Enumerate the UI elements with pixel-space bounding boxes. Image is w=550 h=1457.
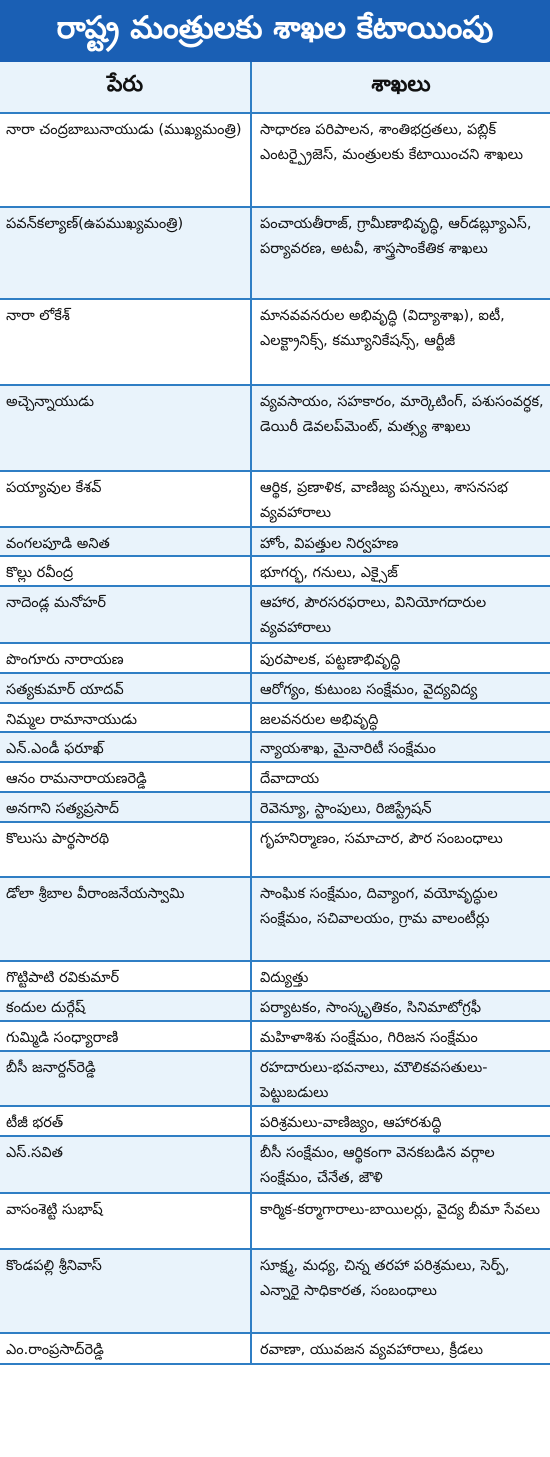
table-row xyxy=(0,1334,550,1365)
minister-name: కందుల దుర్గేష్ xyxy=(0,992,252,1020)
table-row xyxy=(0,962,550,992)
portfolio-cell: మానవవనరుల అభివృద్ధి (విద్యాశాఖ), ఐటీ, ఎలక్ట్రానిక్స్, కమ్యూనికేషన్స్, ఆర్టీజీ xyxy=(260,308,505,349)
portfolio-cell: ఆరోగ్యం, కుటుంబ సంక్షేమం, వైద్యవిద్య xyxy=(260,682,478,698)
minister-name: ఎస్.సవిత xyxy=(0,1137,252,1192)
portfolio-cell: విద్యుత్తు xyxy=(260,970,309,986)
table-row xyxy=(0,1137,550,1194)
table-row xyxy=(0,1052,550,1107)
table-row xyxy=(0,114,550,208)
table-row xyxy=(0,704,550,733)
minister-name: వాసంశెట్టి సుభాష్ xyxy=(0,1194,252,1248)
table-row xyxy=(0,557,550,587)
portfolio-cell: ఆహార, పౌరసరఫరాలు, వినియోగదారుల వ్యవహారాలు xyxy=(260,595,487,636)
portfolio-cell: రహదారులు-భవనాలు, మౌలికవసతులు-పెట్టుబడులు xyxy=(260,1060,488,1101)
table-row xyxy=(0,208,550,300)
portfolio-cell: సూక్ష్మ, మధ్య, చిన్న తరహా పరిశ్రమలు, సెర్ప్, ఎన్నారై సాధికారత, సంబంధాలు xyxy=(260,1258,510,1299)
minister-name: టీజీ భరత్ xyxy=(0,1107,252,1135)
page-title: రాష్ట్ర మంత్రులకు శాఖల కేటాయింపు xyxy=(0,0,550,62)
table-row xyxy=(0,644,550,674)
table-row xyxy=(0,992,550,1022)
minister-name: ఆనం రామనారాయణరెడ్డి xyxy=(0,763,252,791)
portfolio-cell: రవాణా, యువజన వ్యవహారాలు, క్రీడలు xyxy=(260,1342,484,1358)
portfolio-cell: బీసీ సంక్షేమం, ఆర్థికంగా వెనకబడిన వర్గాల సంక్షేమం, చేనేత, జౌళి xyxy=(260,1145,495,1186)
portfolio-cell: న్యాయశాఖ, మైనారిటీ సంక్షేమం xyxy=(260,741,436,757)
table-row xyxy=(0,528,550,557)
minister-name: గుమ్మిడి సంధ్యారాణి xyxy=(0,1022,252,1050)
portfolio-cell: మహిళాశిశు సంక్షేమం, గిరిజన సంక్షేమం xyxy=(260,1030,478,1046)
portfolio-cell: రెవెన్యూ, స్టాంపులు, రిజిస్ట్రేషన్ xyxy=(260,801,432,817)
minister-name: సత్యకుమార్ యాదవ్ xyxy=(0,674,252,702)
minister-name: అనగాని సత్యప్రసాద్ xyxy=(0,793,252,821)
table-row xyxy=(0,878,550,962)
minister-name: ఎన్.ఎండీ ఫరూఖ్ xyxy=(0,733,252,761)
portfolio-cell: సాంఘిక సంక్షేమం, దివ్యాంగ, వయోవృద్ధుల సంక్షేమం, సచివాలయం, గ్రామ వాలంటీర్లు xyxy=(260,886,498,927)
portfolio-cell: పర్యాటకం, సాంస్కృతికం, సినిమాటోగ్రఫీ xyxy=(260,1000,482,1016)
minister-name: డోలా శ్రీబాల వీరాంజనేయస్వామి xyxy=(0,878,252,960)
portfolio-cell: వ్యవసాయం, సహకారం, మార్కెటింగ్, పశుసంవర్ధక, డెయిరీ డెవలప్‌మెంట్, మత్స్య శాఖలు xyxy=(260,394,544,435)
table-row xyxy=(0,823,550,878)
table-row xyxy=(0,763,550,793)
portfolio-cell: గృహనిర్మాణం, సమాచార, పౌర సంబంధాలు xyxy=(260,831,503,847)
table-row xyxy=(0,1022,550,1052)
portfolio-column-header: శాఖలు xyxy=(371,72,431,97)
minister-name: కొల్లు రవీంద్ర xyxy=(0,557,252,585)
minister-name: అచ్చెన్నాయుడు xyxy=(0,386,252,470)
minister-name: పవన్‌కల్యాణ్(ఉపముఖ్యమంత్రి) xyxy=(0,208,252,298)
minister-name: పయ్యావుల కేశవ్ xyxy=(0,472,252,526)
minister-name: బీసీ జనార్దన్‌రెడ్డి xyxy=(0,1052,252,1105)
portfolio-cell: కార్మిక-కర్మాగారాలు-బాయిలర్లు, వైద్య బీమా సేవలు xyxy=(260,1202,541,1218)
table-row xyxy=(0,1107,550,1137)
minister-name: వంగలపూడి అనిత xyxy=(0,528,252,555)
table-row xyxy=(0,733,550,763)
portfolio-cell: పంచాయతీరాజ్, గ్రామీణాభివృద్ధి, ఆర్‌డబ్ల్యూఎస్, పర్యావరణ, అటవీ, శాస్త్రసాంకేతిక శాఖలు xyxy=(260,216,532,257)
portfolio-cell: పురపాలక, పట్టణాభివృద్ధి xyxy=(260,652,401,668)
minister-name: పొంగూరు నారాయణ xyxy=(0,644,252,672)
table-row xyxy=(0,1250,550,1334)
portfolio-cell: జలవనరుల అభివృద్ధి xyxy=(260,712,379,728)
table-row xyxy=(0,587,550,644)
minister-name: ఎం.రాంప్రసాద్‌రెడ్డి xyxy=(0,1334,252,1363)
table-row xyxy=(0,386,550,472)
minister-name: నిమ్మల రామానాయుడు xyxy=(0,704,252,731)
portfolio-cell: ఆర్థిక, ప్రణాళిక, వాణిజ్య పన్నులు, శాసనసభ వ్యవహారాలు xyxy=(260,480,508,521)
minister-name: నారా చంద్రబాబునాయుడు (ముఖ్యమంత్రి) xyxy=(0,114,252,206)
portfolio-cell: సాధారణ పరిపాలన, శాంతిభద్రతలు, పబ్లిక్ ఎంటర్ప్రైజెస్, మంత్రులకు కేటాయించని శాఖలు xyxy=(260,122,523,163)
portfolio-cell: దేవాదాయ xyxy=(260,771,320,787)
portfolio-cell: హోం, విపత్తుల నిర్వహణ xyxy=(260,536,399,552)
minister-name: నారా లోకేశ్ xyxy=(0,300,252,384)
minister-name: కొలుసు పార్థసారథి xyxy=(0,823,252,876)
table-row xyxy=(0,674,550,704)
table-header xyxy=(0,62,550,114)
portfolio-cell: పరిశ్రమలు-వాణిజ్యం, ఆహారశుద్ధి xyxy=(260,1115,442,1131)
name-column-header: పేరు xyxy=(0,62,252,112)
table-row xyxy=(0,300,550,386)
minister-name: కొండపల్లి శ్రీనివాస్ xyxy=(0,1250,252,1332)
table-row xyxy=(0,472,550,528)
minister-name: నాదెండ్ల మనోహర్ xyxy=(0,587,252,642)
table-body xyxy=(0,114,550,1365)
table-row xyxy=(0,793,550,823)
minister-name: గొట్టిపాటి రవికుమార్ xyxy=(0,962,252,990)
portfolio-cell: భూగర్భ, గనులు, ఎక్సైజ్ xyxy=(260,565,398,581)
table-row xyxy=(0,1194,550,1250)
